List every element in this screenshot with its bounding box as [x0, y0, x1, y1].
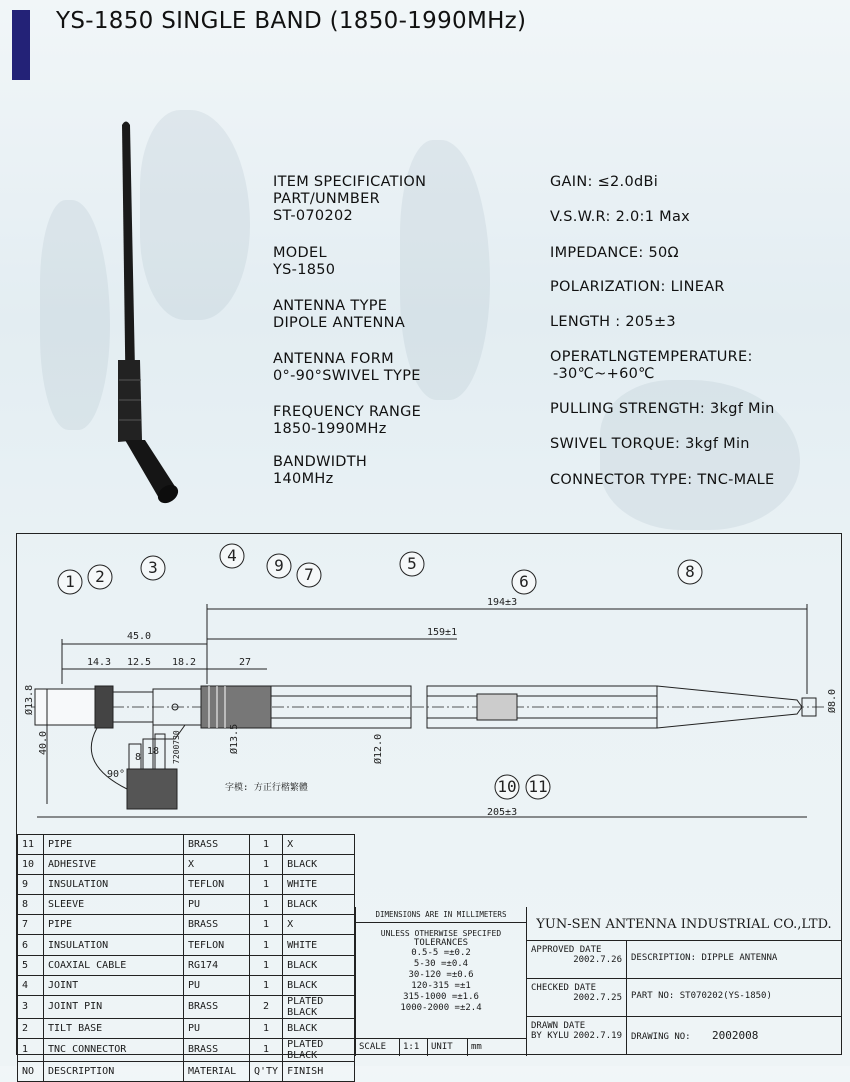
dim-194: 194±3 [487, 597, 518, 608]
bom-cell-no: NO [18, 1061, 44, 1081]
spec-frequency [273, 404, 421, 438]
spec-value: -30℃~+60℃ [553, 366, 655, 382]
dim-45: 45.0 [127, 631, 152, 642]
dim-8: 8 [135, 752, 142, 763]
bom-cell-qty: 1 [250, 895, 283, 915]
unit-label: UNIT [428, 1039, 468, 1056]
company-name: YUN-SEN ANTENNA INDUSTRIAL CO.,LTD. [527, 907, 841, 941]
spec-model [273, 245, 335, 279]
balloon-label: 7 [304, 565, 314, 584]
bom-row [18, 1038, 355, 1061]
part-no: PART NO: ST070202(YS-1850) [631, 991, 772, 1001]
spec-swivel: SWIVEL TORQUE: 3kgf Min [550, 436, 750, 452]
balloon-label: 2 [95, 567, 105, 586]
technical-drawing [16, 533, 842, 1077]
header-accent-bar [12, 10, 30, 80]
balloon-label: 11 [528, 777, 548, 796]
dim-40: 40.0 [38, 730, 49, 755]
bom-cell-fin: WHITE [283, 935, 355, 955]
bom-cell-fin: X [283, 835, 355, 855]
bom-cell-mat: PU [184, 895, 250, 915]
spec-value: DIPOLE ANTENNA [273, 315, 406, 331]
bom-cell-fin: BLACK [283, 975, 355, 995]
spec-vswr: V.S.W.R: 2.0:1 Max [550, 209, 691, 225]
tolerance-line: 120-315 =±1 [411, 981, 471, 991]
dim-18b: 18 [147, 746, 160, 757]
balloon-5 [400, 552, 424, 576]
bom-cell-desc: INSULATION [44, 935, 184, 955]
tolerance-line: 315-1000 =±1.6 [403, 992, 479, 1002]
bom-cell-qty: 1 [250, 915, 283, 935]
bom-cell-no: 3 [18, 995, 44, 1018]
spec-label: ITEM SPECIFICATION [273, 174, 427, 190]
dim-angle: 90° [107, 769, 126, 780]
bom-cell-mat: TEFLON [184, 935, 250, 955]
spec-length: LENGTH : 205±3 [550, 314, 676, 330]
dim-12: 12.5 [127, 657, 152, 668]
bom-cell-no: 9 [18, 875, 44, 895]
bom-cell-desc: SLEEVE [44, 895, 184, 915]
bom-cell-no: 7 [18, 915, 44, 935]
balloon-6 [512, 570, 536, 594]
bom-row [18, 895, 355, 915]
bom-row [18, 955, 355, 975]
balloon-label: 3 [148, 558, 158, 577]
balloon-label: 6 [519, 572, 529, 591]
bom-cell-fin: PLATED BLACK [283, 1038, 355, 1061]
balloon-3 [141, 556, 165, 580]
spec-pulling: PULLING STRENGTH: 3kgf Min [550, 401, 775, 417]
approved-date: 2002.7.26 [573, 955, 622, 965]
bom-cell-mat: BRASS [184, 915, 250, 935]
spec-value: YS-1850 [273, 262, 336, 278]
dim-dia12: Ø12.0 [373, 733, 384, 764]
tolerance-scale-row [356, 1038, 526, 1056]
spec-impedance: IMPEDANCE: 50Ω [550, 245, 679, 261]
spec-label: BANDWIDTH [273, 454, 368, 470]
bom-cell-no: 6 [18, 935, 44, 955]
bom-cell-mat: PU [184, 1018, 250, 1038]
balloon-1 [58, 570, 82, 594]
balloon-4 [220, 544, 244, 568]
bom-cell-qty: 1 [250, 975, 283, 995]
title-block [527, 907, 841, 1056]
bom-row [18, 1018, 355, 1038]
bom-table [17, 834, 355, 1082]
bom-cell-qty: 1 [250, 875, 283, 895]
bom-cell-fin: PLATED BLACK [283, 995, 355, 1018]
spec-antenna-type [273, 298, 405, 332]
balloon-label: 8 [685, 562, 695, 581]
bom-cell-fin: BLACK [283, 895, 355, 915]
balloon-7 [297, 563, 321, 587]
spec-label: OPERATLNGTEMPERATURE: [550, 349, 753, 365]
bom-cell-qty: 1 [250, 855, 283, 875]
dim-dia8: Ø8.0 [827, 688, 838, 713]
bom-cell-fin: BLACK [283, 1018, 355, 1038]
bom-cell-mat: MATERIAL [184, 1061, 250, 1081]
dim-205: 205±3 [487, 807, 518, 818]
balloon-label: 10 [497, 777, 517, 796]
bom-row [18, 995, 355, 1018]
tolerance-sub1: UNLESS OTHERWISE SPECIFED [380, 929, 502, 938]
bom-cell-mat: BRASS [184, 1038, 250, 1061]
bom-cell-fin: WHITE [283, 875, 355, 895]
bom-cell-desc: TILT BASE [44, 1018, 184, 1038]
bom-cell-desc: COAXIAL CABLE [44, 955, 184, 975]
bom-cell-fin: FINISH [283, 1061, 355, 1081]
spec-bandwidth [273, 454, 367, 488]
spec-label: MODEL [273, 245, 327, 261]
spec-sublabel: PART/UNMBER [273, 191, 380, 207]
bom-cell-no: 11 [18, 835, 44, 855]
dim-dia135: Ø13.5 [229, 723, 240, 754]
approved-label: APPROVED DATE [531, 945, 602, 955]
drawn-label: DRAWN DATE [531, 1021, 586, 1031]
background-brush [140, 110, 250, 320]
dim-27: 27 [239, 657, 252, 668]
balloon-8 [678, 560, 702, 584]
checked-date: 2002.7.25 [573, 993, 622, 1003]
bom-cell-desc: PIPE [44, 915, 184, 935]
bom-cell-qty: 1 [250, 835, 283, 855]
balloon-label: 9 [274, 556, 284, 575]
bom-cell-desc: INSULATION [44, 875, 184, 895]
bom-row [18, 935, 355, 955]
bom-cell-desc: PIPE [44, 835, 184, 855]
bom-cell-qty: Q'TY [250, 1061, 283, 1081]
description: DESCRIPTION: DIPPLE ANTENNA [631, 953, 778, 963]
unit-value: mm [471, 1042, 482, 1052]
spec-value: ST-070202 [273, 208, 354, 224]
background-brush [40, 200, 110, 430]
tolerance-line: 5-30 =±0.4 [413, 959, 469, 969]
bom-row [18, 915, 355, 935]
balloon-10 [495, 775, 519, 799]
bom-cell-no: 5 [18, 955, 44, 975]
spec-item-spec [273, 174, 426, 225]
bom-cell-no: 1 [18, 1038, 44, 1061]
bom-cell-desc: JOINT [44, 975, 184, 995]
checked-label: CHECKED DATE [531, 983, 597, 993]
spec-temperature [550, 349, 753, 383]
tolerance-line: 1000-2000 =±2.4 [400, 1003, 482, 1013]
bom-cell-mat: BRASS [184, 995, 250, 1018]
bom-cell-mat: PU [184, 975, 250, 995]
dim-18: 18.2 [172, 657, 197, 668]
spec-value: 0°-90°SWIVEL TYPE [273, 368, 421, 384]
bom-cell-qty: 1 [250, 1018, 283, 1038]
bom-cell-fin: BLACK [283, 855, 355, 875]
bom-row [18, 875, 355, 895]
tolerance-sub2: TOLERANCES [413, 938, 469, 948]
drawing-no: 2002008 [712, 1029, 759, 1042]
drawn-date: 2002.7.19 [573, 1031, 622, 1041]
spec-label: ANTENNA TYPE [273, 298, 388, 314]
bom-cell-qty: 1 [250, 955, 283, 975]
spec-label: ANTENNA FORM [273, 351, 394, 367]
balloon-2 [88, 565, 112, 589]
bom-row [18, 855, 355, 875]
bom-cell-qty: 1 [250, 935, 283, 955]
dim-label: 7200730 [172, 730, 181, 764]
tolerance-line: 30-120 =±0.6 [408, 970, 474, 980]
scale-value: 1:1 [400, 1039, 428, 1056]
bom-cell-no: 2 [18, 1018, 44, 1038]
bom-cell-mat: BRASS [184, 835, 250, 855]
drawn-by: BY KYLU [531, 1031, 569, 1041]
balloon-label: 1 [65, 572, 75, 591]
tolerance-line: 0.5-5 =±0.2 [411, 948, 471, 958]
balloon-label: 4 [227, 546, 237, 565]
balloon-label: 5 [407, 554, 417, 573]
drawing-note: 字模: 方正行楷繁體 [225, 783, 308, 793]
bom-cell-mat: X [184, 855, 250, 875]
balloon-9 [267, 554, 291, 578]
dim-159: 159±1 [427, 627, 458, 638]
dim-14: 14.3 [87, 657, 112, 668]
bom-cell-no: 4 [18, 975, 44, 995]
bom-cell-desc: DESCRIPTION [44, 1061, 184, 1081]
bom-cell-desc: JOINT PIN [44, 995, 184, 1018]
drawing-no-label: DRAWING NO: [631, 1032, 691, 1042]
spec-gain: GAIN: ≤2.0dBi [550, 174, 659, 190]
balloon-11 [526, 775, 550, 799]
bom-row [18, 975, 355, 995]
spec-polarization: POLARIZATION: LINEAR [550, 279, 725, 295]
spec-antenna-form [273, 351, 421, 385]
dim-dia138: Ø13.8 [24, 684, 35, 715]
bom-cell-fin: X [283, 915, 355, 935]
bom-cell-no: 8 [18, 895, 44, 915]
spec-value: 1850-1990MHz [273, 421, 387, 437]
spec-label: FREQUENCY RANGE [273, 404, 422, 420]
spec-value: 140MHz [273, 471, 334, 487]
bom-cell-qty: 1 [250, 1038, 283, 1061]
scale-label: SCALE [356, 1039, 400, 1056]
spec-connector: CONNECTOR TYPE: TNC-MALE [550, 472, 775, 488]
bom-cell-mat: TEFLON [184, 875, 250, 895]
bom-row [18, 835, 355, 855]
bom-cell-qty: 2 [250, 995, 283, 1018]
tolerance-title: DIMENSIONS ARE IN MILLIMETERS [356, 907, 526, 923]
tolerance-block [355, 907, 527, 1056]
page-title: YS-1850 SINGLE BAND (1850-1990MHz) [56, 8, 527, 34]
bom-cell-fin: BLACK [283, 955, 355, 975]
bom-cell-desc: TNC CONNECTOR [44, 1038, 184, 1061]
bom-cell-no: 10 [18, 855, 44, 875]
bom-cell-desc: ADHESIVE [44, 855, 184, 875]
bom-cell-mat: RG174 [184, 955, 250, 975]
bom-header-row [18, 1061, 355, 1081]
